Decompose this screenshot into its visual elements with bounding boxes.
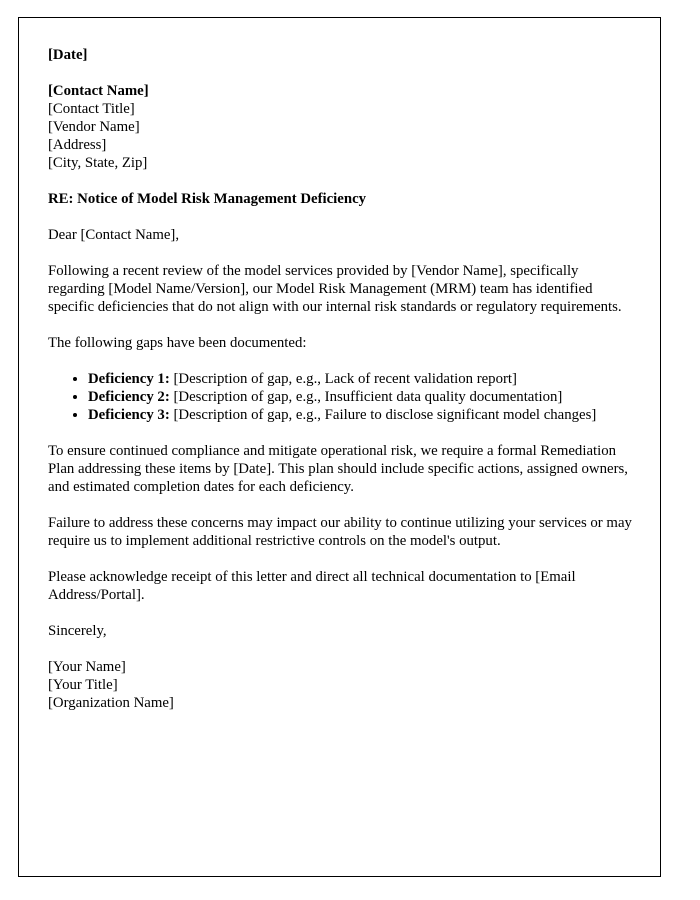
deficiency-text: [Description of gap, e.g., Insufficient data quality documentation] (173, 389, 563, 405)
salutation: Dear [Contact Name], (48, 227, 180, 243)
deficiency-label: Deficiency 1: (88, 371, 170, 387)
recipient-block (48, 82, 634, 172)
recipient-name: [Contact Name] (48, 83, 149, 99)
letter-content (48, 46, 634, 712)
signature-block (48, 658, 634, 712)
list-item (88, 370, 634, 388)
signature-title: [Your Title] (48, 677, 118, 693)
list-item (88, 406, 634, 424)
recipient-address: [Address] (48, 137, 107, 153)
list-item (88, 388, 634, 406)
recipient-title: [Contact Title] (48, 101, 135, 117)
acknowledge-paragraph: Please acknowledge receipt of this letter and direct all technical documentation to [Email Address/Portal]. (48, 569, 576, 603)
remediation-paragraph: To ensure continued compliance and mitigate operational risk, we require a formal Remediation Plan addressing these items by [Date]. This plan should include specific actions, assigned owners, and estimated completion dates for each deficiency. (48, 443, 628, 495)
subject-line: RE: Notice of Model Risk Management Deficiency (48, 191, 367, 207)
recipient-vendor: [Vendor Name] (48, 119, 140, 135)
signature-organization: [Organization Name] (48, 695, 174, 711)
recipient-city-state-zip: [City, State, Zip] (48, 155, 148, 171)
deficiency-text: [Description of gap, e.g., Failure to disclose significant model changes] (173, 407, 597, 423)
intro-paragraph: Following a recent review of the model services provided by [Vendor Name], specifically regarding [Model Name/Version], our Model Risk Management (MRM) team has identified specific deficiencies that do not align with our internal risk standards or regulatory requirements. (48, 263, 622, 315)
failure-paragraph: Failure to address these concerns may impact our ability to continue utilizing your services or may require us to implement additional restrictive controls on the model's output. (48, 515, 632, 549)
deficiency-label: Deficiency 2: (88, 389, 170, 405)
deficiency-label: Deficiency 3: (88, 407, 170, 423)
gaps-intro-paragraph: The following gaps have been documented: (48, 335, 307, 351)
closing: Sincerely, (48, 623, 107, 639)
deficiency-list (48, 370, 634, 424)
signature-name: [Your Name] (48, 659, 126, 675)
letter-date: [Date] (48, 47, 88, 63)
deficiency-text: [Description of gap, e.g., Lack of recent validation report] (173, 371, 517, 387)
